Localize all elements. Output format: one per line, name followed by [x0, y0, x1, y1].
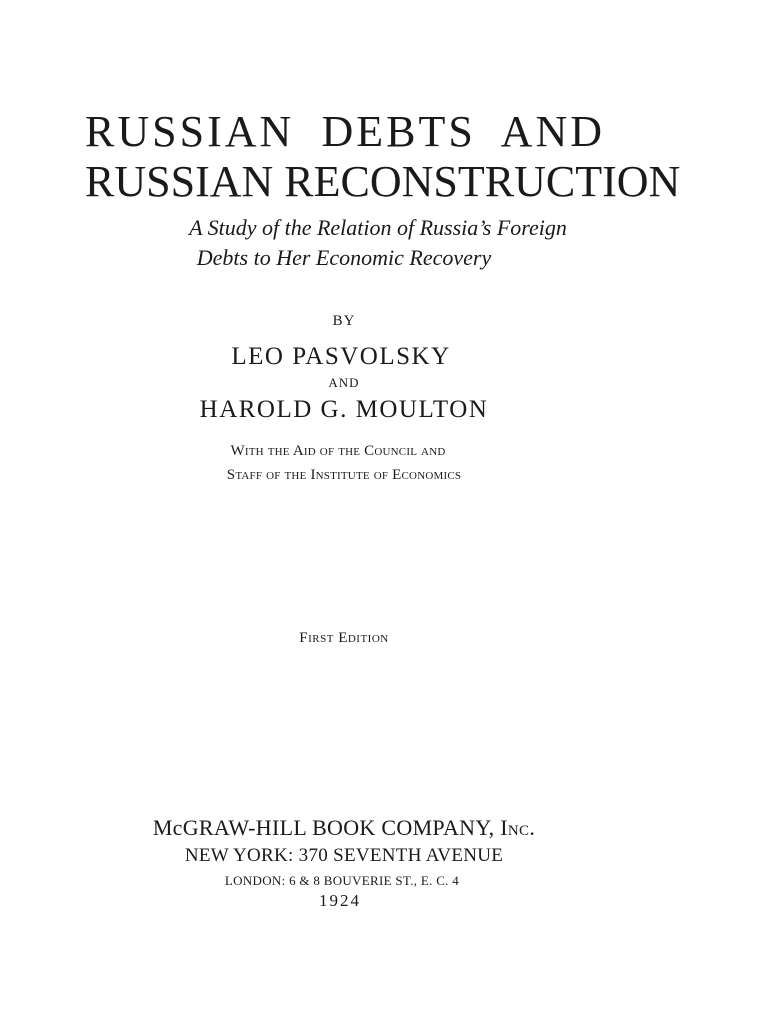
title-line-2: RUSSIAN RECONSTRUCTION	[85, 157, 681, 206]
publisher-address-london: LONDON: 6 & 8 BOUVERIE ST., E. C. 4	[224, 873, 460, 888]
subtitle-line-2: Debts to Her Economic Recovery	[196, 245, 492, 270]
publisher-name	[0, 815, 728, 841]
aid-line-2: Staff of the Institute of Economics	[226, 467, 462, 483]
subtitle-line-1: A Study of the Relation of Russia’s Foreign	[189, 215, 567, 240]
publisher-main: McGRAW-HILL BOOK COMPANY,	[152, 815, 495, 840]
aid-line-1: With the Aid of the Council and	[230, 443, 446, 459]
and-label: AND	[328, 375, 360, 390]
publication-year: 1924	[319, 891, 361, 910]
edition-label: First Edition	[299, 630, 389, 646]
publisher-suffix: Inc.	[500, 815, 536, 840]
publisher-address-new-york: NEW YORK: 370 SEVENTH AVENUE	[184, 845, 504, 866]
author-2: HAROLD G. MOULTON	[199, 396, 489, 423]
title-line-1: RUSSIAN DEBTS AND	[85, 107, 605, 156]
by-label: BY	[332, 313, 356, 329]
author-1: LEO PASVOLSKY	[231, 343, 451, 370]
